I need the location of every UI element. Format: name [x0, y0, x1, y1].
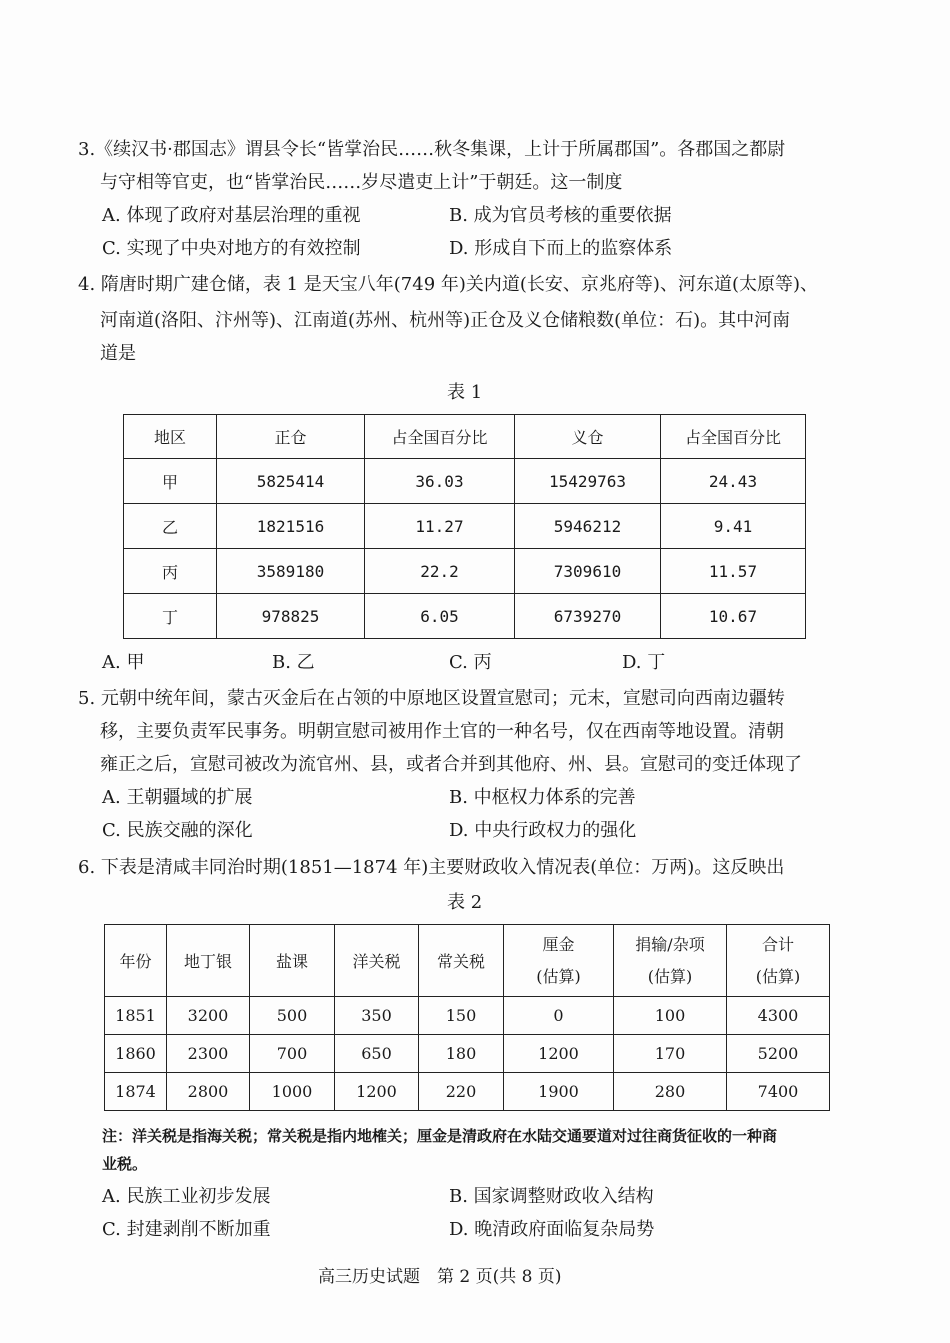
q6-option-b: B. 国家调整财政收入结构 — [449, 1186, 654, 1207]
q4-stem-line1: 4. 隋唐时期广建仓储，表 1 是天宝八年(749 年)关内道(长安、京兆府等)、河东道(太原等)、 — [78, 274, 819, 295]
table1-cell: 11.57 — [661, 549, 806, 594]
q3-stem-line2: 与守相等官吏，也“皆掌治民……岁尽遣吏上计”于朝廷。这一制度 — [100, 172, 623, 193]
table2-cell: 1860 — [105, 1035, 167, 1073]
q5-option-a: A. 王朝疆域的扩展 — [102, 787, 253, 808]
table2-cell: 650 — [335, 1035, 419, 1073]
table2-header-row — [105, 925, 830, 997]
table2-header: 地丁银 — [167, 925, 250, 997]
table1-header: 义仓 — [515, 415, 661, 459]
q3-stem-line1: 3.《续汉书·郡国志》谓县令长“皆掌治民……秋冬集课，上计于所属郡国”。各郡国之都尉 — [78, 139, 786, 160]
q5-stem-line1: 5. 元朝中统年间，蒙古灭金后在占领的中原地区设置宣慰司；元末，宣慰司向西南边疆转 — [78, 688, 785, 709]
table2-cell: 500 — [250, 997, 335, 1035]
table1-header: 正仓 — [217, 415, 365, 459]
table1-cell: 乙 — [124, 504, 217, 549]
table1-cell: 5825414 — [217, 459, 365, 504]
q4-option-c: C. 丙 — [449, 652, 492, 673]
table1-cell: 6739270 — [515, 594, 661, 639]
table1-cell: 11.27 — [365, 504, 515, 549]
table1-cell: 7309610 — [515, 549, 661, 594]
q4-stem-line3: 道是 — [100, 343, 136, 364]
table2-cell: 1874 — [105, 1073, 167, 1111]
table1-cell: 36.03 — [365, 459, 515, 504]
table2-header: 厘金 (估算) — [504, 925, 614, 997]
table1-header: 占全国百分比 — [365, 415, 515, 459]
table2-cell: 4300 — [727, 997, 830, 1035]
q5-option-c: C. 民族交融的深化 — [102, 820, 253, 841]
q6-option-c: C. 封建剥削不断加重 — [102, 1219, 271, 1240]
table-row — [105, 1073, 830, 1111]
q4-option-b: B. 乙 — [272, 652, 315, 673]
table2-cell: 100 — [614, 997, 727, 1035]
table-row — [124, 504, 806, 549]
table2-header: 常关税 — [419, 925, 504, 997]
table1-header: 占全国百分比 — [661, 415, 806, 459]
q6-option-d: D. 晚清政府面临复杂局势 — [449, 1219, 655, 1240]
table2-cell: 2800 — [167, 1073, 250, 1111]
table1-cell: 24.43 — [661, 459, 806, 504]
table-1 — [123, 414, 806, 639]
table1-cell: 22.2 — [365, 549, 515, 594]
q5-stem-line3: 雍正之后，宣慰司被改为流官州、县，或者合并到其他府、州、县。宣慰司的变迁体现了 — [100, 754, 802, 775]
table2-cell: 5200 — [727, 1035, 830, 1073]
q3-option-d: D. 形成自下而上的监察体系 — [449, 238, 673, 259]
table2-header: 年份 — [105, 925, 167, 997]
q4-option-a: A. 甲 — [102, 652, 145, 673]
table-row — [124, 459, 806, 504]
table1-cell: 15429763 — [515, 459, 661, 504]
table-row — [105, 1035, 830, 1073]
table1-cell: 10.67 — [661, 594, 806, 639]
table2-cell: 2300 — [167, 1035, 250, 1073]
table-row — [124, 549, 806, 594]
table2-cell: 700 — [250, 1035, 335, 1073]
page-footer: 高三历史试题 第 2 页(共 8 页) — [318, 1267, 562, 1287]
table-row — [124, 594, 806, 639]
table2-cell: 1900 — [504, 1073, 614, 1111]
q5-stem-line2: 移，主要负责军民事务。明朝宣慰司被用作土官的一种名号，仅在西南等地设置。清朝 — [100, 721, 784, 742]
q5-option-b: B. 中枢权力体系的完善 — [449, 787, 636, 808]
table2-header: 盐课 — [250, 925, 335, 997]
table2-cell: 220 — [419, 1073, 504, 1111]
table1-cell: 5946212 — [515, 504, 661, 549]
table1-header-row — [124, 415, 806, 459]
q6-stem-line1: 6. 下表是清咸丰同治时期(1851—1874 年)主要财政收入情况表(单位：万两)。这反映出 — [78, 857, 785, 878]
table1-caption: 表 1 — [447, 382, 483, 403]
table2-caption: 表 2 — [447, 892, 483, 913]
q5-option-d: D. 中央行政权力的强化 — [449, 820, 637, 841]
q4-stem-line2: 河南道(洛阳、汴州等)、江南道(苏州、杭州等)正仓及义仓储粮数(单位：石)。其中河南 — [100, 310, 791, 331]
table2-cell: 1851 — [105, 997, 167, 1035]
table2-note-line2: 业税。 — [102, 1155, 148, 1173]
table2-cell: 0 — [504, 997, 614, 1035]
table1-cell: 1821516 — [217, 504, 365, 549]
table1-cell: 甲 — [124, 459, 217, 504]
q3-option-b: B. 成为官员考核的重要依据 — [449, 205, 672, 226]
table2-header: 合计 (估算) — [727, 925, 830, 997]
table2-cell: 150 — [419, 997, 504, 1035]
table2-cell: 1200 — [504, 1035, 614, 1073]
table2-cell: 170 — [614, 1035, 727, 1073]
table1-cell: 3589180 — [217, 549, 365, 594]
table2-header: 洋关税 — [335, 925, 419, 997]
table-2 — [104, 924, 830, 1111]
table2-cell: 280 — [614, 1073, 727, 1111]
table1-cell: 丁 — [124, 594, 217, 639]
q3-option-a: A. 体现了政府对基层治理的重视 — [102, 205, 361, 226]
q3-option-c: C. 实现了中央对地方的有效控制 — [102, 238, 361, 259]
table2-cell: 7400 — [727, 1073, 830, 1111]
table2-cell: 1200 — [335, 1073, 419, 1111]
q4-option-d: D. 丁 — [622, 652, 666, 673]
table1-cell: 9.41 — [661, 504, 806, 549]
table1-cell: 6.05 — [365, 594, 515, 639]
table2-cell: 180 — [419, 1035, 504, 1073]
table2-cell: 1000 — [250, 1073, 335, 1111]
table1-cell: 978825 — [217, 594, 365, 639]
table1-header: 地区 — [124, 415, 217, 459]
table2-note-line1: 注：洋关税是指海关税；常关税是指内地榷关；厘金是清政府在水陆交通要道对过往商货征收的一种商 — [102, 1127, 778, 1145]
table2-cell: 3200 — [167, 997, 250, 1035]
q6-option-a: A. 民族工业初步发展 — [102, 1186, 271, 1207]
table2-cell: 350 — [335, 997, 419, 1035]
table-row — [105, 997, 830, 1035]
table1-cell: 丙 — [124, 549, 217, 594]
table2-header: 捐输/杂项 (估算) — [614, 925, 727, 997]
